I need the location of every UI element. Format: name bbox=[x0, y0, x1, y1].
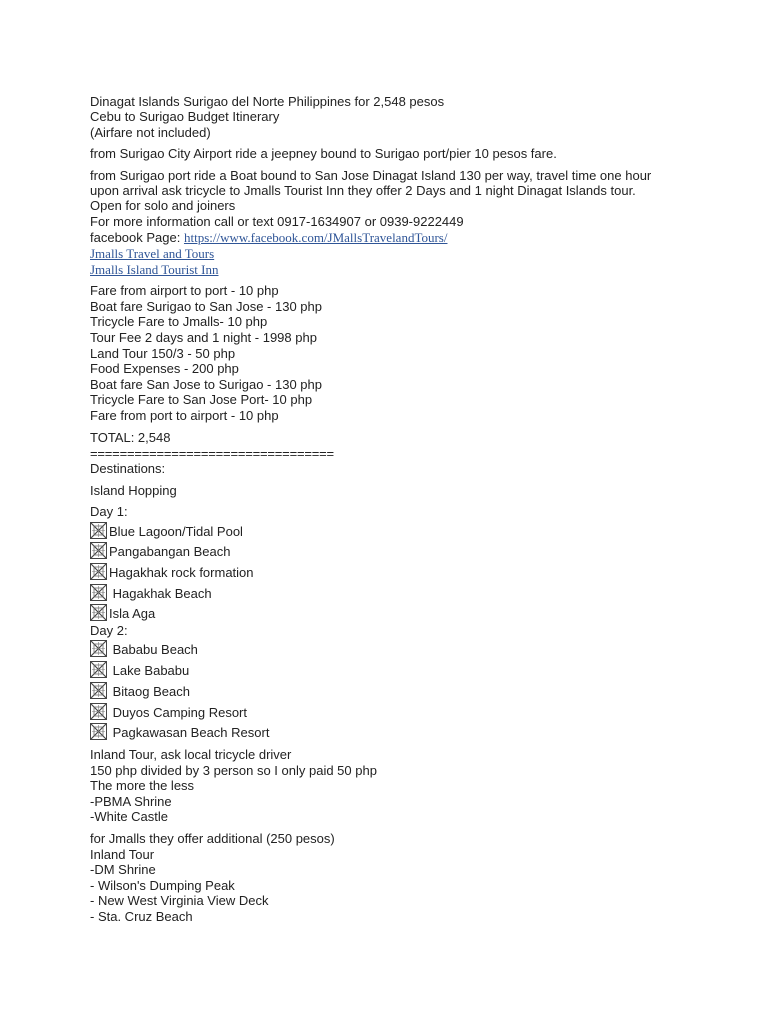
destination-item bbox=[90, 563, 254, 580]
extra-line: - Sta. Cruz Beach bbox=[90, 909, 193, 924]
facebook-label: facebook Page: bbox=[90, 230, 184, 245]
destination-item bbox=[90, 604, 155, 621]
destination-item bbox=[90, 703, 247, 720]
broken-image-icon bbox=[90, 563, 107, 580]
broken-image-icon bbox=[90, 640, 107, 657]
broken-image-icon bbox=[90, 682, 107, 699]
open-note: Open for solo and joiners bbox=[90, 198, 236, 213]
document-subtitle: Cebu to Surigao Budget Itinerary bbox=[90, 109, 280, 124]
destination-label: Pangabangan Beach bbox=[109, 544, 231, 559]
destination-item bbox=[90, 723, 269, 740]
broken-image-icon bbox=[90, 661, 107, 678]
destination-label: Pagkawasan Beach Resort bbox=[109, 725, 270, 740]
expense-item: Boat fare San Jose to Surigao - 130 php bbox=[90, 377, 322, 392]
island-hopping-heading: Island Hopping bbox=[90, 483, 177, 498]
destination-label: Bababu Beach bbox=[109, 642, 198, 657]
expense-item: Land Tour 150/3 - 50 php bbox=[90, 346, 236, 361]
extra-line: - New West Virginia View Deck bbox=[90, 893, 269, 908]
inland-line: 150 php divided by 3 person so I only paid 50 php bbox=[90, 763, 377, 778]
expense-item: Fare from airport to port - 10 php bbox=[90, 283, 279, 298]
destination-item bbox=[90, 522, 243, 539]
destination-label: Duyos Camping Resort bbox=[109, 705, 247, 720]
destination-item bbox=[90, 661, 189, 678]
expense-item: Tricycle Fare to San Jose Port- 10 php bbox=[90, 392, 313, 407]
inland-line: The more the less bbox=[90, 778, 195, 793]
expense-item: Food Expenses - 200 php bbox=[90, 361, 239, 376]
broken-image-icon bbox=[90, 522, 107, 539]
expense-item: Boat fare Surigao to San Jose - 130 php bbox=[90, 299, 322, 314]
destination-label: Isla Aga bbox=[109, 606, 156, 621]
extra-line: Inland Tour bbox=[90, 847, 155, 862]
expense-item: Tour Fee 2 days and 1 night - 1998 php bbox=[90, 330, 317, 345]
day1-label: Day 1: bbox=[90, 504, 128, 519]
travel-link-line bbox=[90, 246, 214, 262]
destination-item bbox=[90, 640, 198, 657]
airport-instruction: from Surigao City Airport ride a jeepney bound to Surigao port/pier 10 pesos fare. bbox=[90, 146, 557, 161]
broken-image-icon bbox=[90, 584, 107, 601]
extra-line: for Jmalls they offer additional (250 pesos) bbox=[90, 831, 335, 846]
facebook-link[interactable]: https://www.facebook.com/JMallsTravelandTours/ bbox=[183, 230, 448, 245]
broken-image-icon bbox=[90, 703, 107, 720]
destination-label: Blue Lagoon/Tidal Pool bbox=[109, 524, 243, 539]
broken-image-icon bbox=[90, 542, 107, 559]
document-title: Dinagat Islands Surigao del Norte Philippines for 2,548 pesos bbox=[90, 94, 445, 109]
destination-label: Lake Bababu bbox=[109, 663, 190, 678]
broken-image-icon bbox=[90, 723, 107, 740]
inland-line: -PBMA Shrine bbox=[90, 794, 172, 809]
contact-info: For more information call or text 0917-1634907 or 0939-9222449 bbox=[90, 214, 464, 229]
jmalls-travel-link[interactable]: Jmalls Travel and Tours bbox=[90, 246, 215, 261]
destination-item bbox=[90, 682, 190, 699]
facebook-line bbox=[90, 230, 447, 246]
inn-link-line bbox=[90, 262, 218, 278]
broken-image-icon bbox=[90, 604, 107, 621]
expense-item: Fare from port to airport - 10 php bbox=[90, 408, 279, 423]
airfare-note: (Airfare not included) bbox=[90, 125, 211, 140]
extra-line: -DM Shrine bbox=[90, 862, 156, 877]
extra-line: - Wilson's Dumping Peak bbox=[90, 878, 235, 893]
inland-line: -White Castle bbox=[90, 809, 169, 824]
day2-label: Day 2: bbox=[90, 623, 128, 638]
total-cost: TOTAL: 2,548 bbox=[90, 430, 171, 445]
port-instruction-line-1: from Surigao port ride a Boat bound to San Jose Dinagat Island 130 per way, travel time one hour bbox=[90, 168, 652, 183]
destination-label: Bitaog Beach bbox=[109, 684, 190, 699]
port-instruction-line-2: upon arrival ask tricycle to Jmalls Tourist Inn they offer 2 Days and 1 night Dinagat Islands tour. bbox=[90, 183, 636, 198]
expense-item: Tricycle Fare to Jmalls- 10 php bbox=[90, 314, 268, 329]
separator-line: ================================= bbox=[90, 446, 334, 461]
jmalls-inn-link[interactable]: Jmalls Island Tourist Inn bbox=[90, 262, 219, 277]
inland-line: Inland Tour, ask local tricycle driver bbox=[90, 747, 292, 762]
destination-item bbox=[90, 584, 212, 601]
destination-item bbox=[90, 542, 230, 559]
destinations-heading: Destinations: bbox=[90, 461, 166, 476]
destination-label: Hagakhak Beach bbox=[109, 586, 212, 601]
destination-label: Hagakhak rock formation bbox=[109, 565, 254, 580]
